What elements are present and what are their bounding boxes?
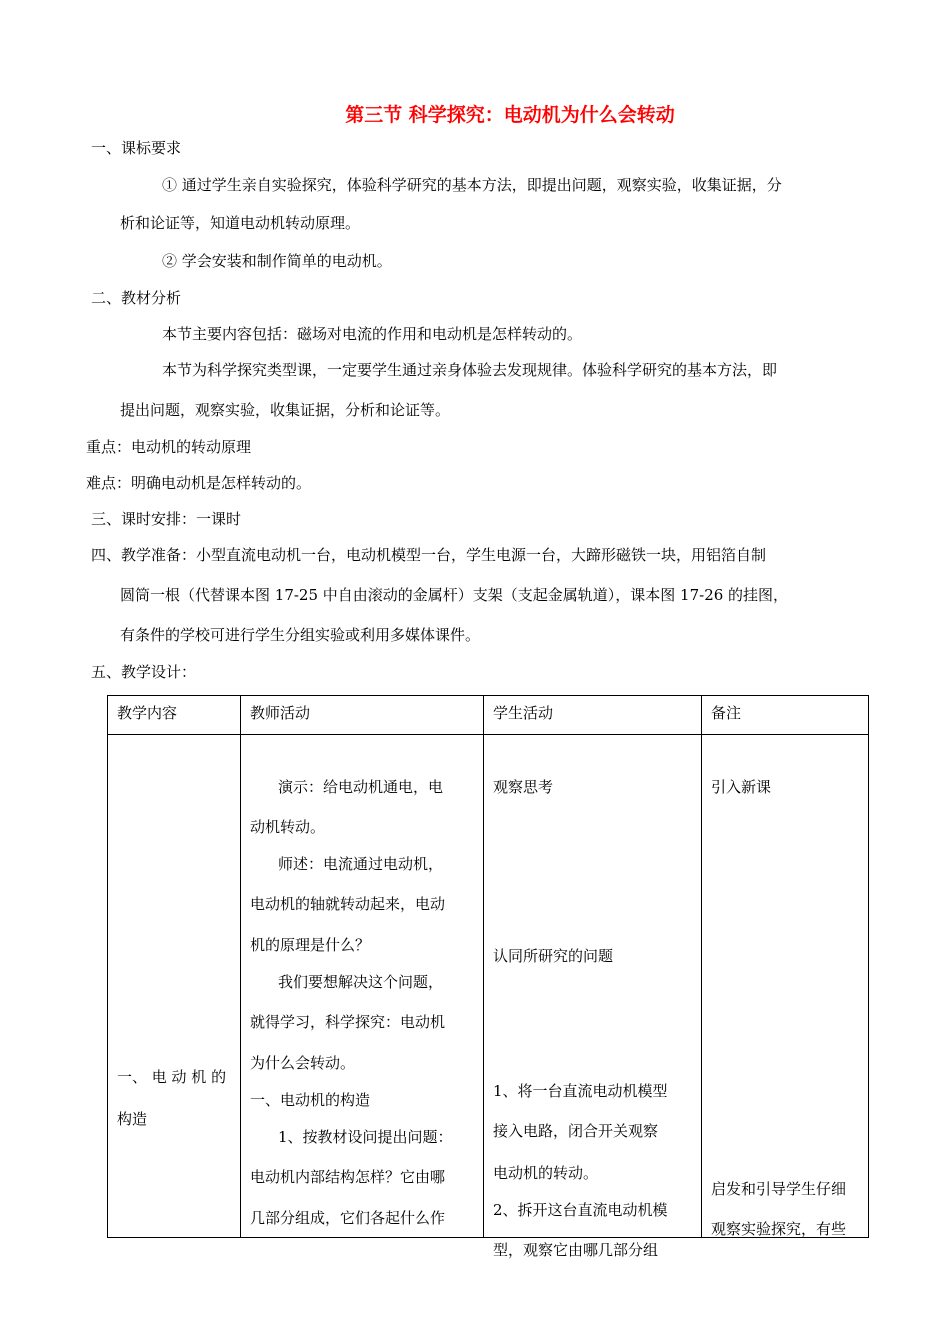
table-header-row xyxy=(108,696,869,735)
remark-line: 引入新课 xyxy=(711,778,772,796)
s1-para1-line1: ① 通过学生亲自实验探究，体验科学研究的基本方法，即提出问题，观察实验，收集证据，分 xyxy=(162,176,782,194)
teacher-line: 1、按教材设问提出问题： xyxy=(278,1128,453,1146)
teacher-line: 电动机的轴就转动起来，电动 xyxy=(250,895,446,913)
teacher-line: 师述：电流通过电动机， xyxy=(278,855,444,873)
teacher-cell xyxy=(241,735,484,1238)
key-point: 重点：电动机的转动原理 xyxy=(86,438,252,456)
s2-para2-line1: 本节为科学探究类型课，一定要学生通过亲身体验去发现规律。体验科学研究的基本方法，即 xyxy=(162,361,778,379)
student-cell xyxy=(484,735,702,1259)
remark-line: 启发和引导学生仔细 xyxy=(711,1180,847,1198)
s2-para1: 本节主要内容包括：磁场对电流的作用和电动机是怎样转动的。 xyxy=(162,325,583,343)
student-line: 观察思考 xyxy=(493,778,554,796)
remark-cell xyxy=(702,735,869,1238)
header-cell xyxy=(484,696,702,735)
s2-para2-line2: 提出问题，观察实验，收集证据，分析和论证等。 xyxy=(120,401,451,419)
header-cell xyxy=(241,696,484,735)
s4-line1: 四、教学准备：小型直流电动机一台，电动机模型一台，学生电源一台，大蹄形磁铁一块，用铝箔自制 xyxy=(91,546,767,564)
student-line: 认同所研究的问题 xyxy=(493,947,614,965)
content-cell xyxy=(108,735,241,1238)
header-cell xyxy=(108,696,241,735)
teacher-line: 我们要想解决这个问题， xyxy=(278,973,444,991)
teacher-line: 就得学习，科学探究：电动机 xyxy=(250,1013,446,1031)
header-remark: 备注 xyxy=(711,704,742,722)
s1-para1-line2: 析和论证等，知道电动机转动原理。 xyxy=(120,214,361,232)
header-teacher: 教师活动 xyxy=(250,704,311,722)
section-5-heading: 五、教学设计： xyxy=(91,663,197,681)
s1-para2: ② 学会安装和制作简单的电动机。 xyxy=(162,252,392,270)
remark-line: 观察实验探究，有些 xyxy=(711,1220,847,1238)
header-content: 教学内容 xyxy=(117,704,178,722)
teacher-line: 机的原理是什么？ xyxy=(250,936,371,954)
section-1-heading: 一、课标要求 xyxy=(91,139,182,157)
teaching-design-table xyxy=(107,695,869,1259)
section-2-heading: 二、教材分析 xyxy=(91,289,182,307)
teacher-line: 几部分组成，它们各起什么作 xyxy=(250,1209,446,1227)
header-student: 学生活动 xyxy=(493,704,554,722)
teacher-line: 电动机内部结构怎样？它由哪 xyxy=(250,1168,446,1186)
difficulty: 难点：明确电动机是怎样转动的。 xyxy=(86,474,312,492)
teacher-line: 演示：给电动机通电，电 xyxy=(278,778,444,796)
header-cell xyxy=(702,696,869,735)
section-3-heading: 三、课时安排：一课时 xyxy=(91,510,242,528)
content-line: 一、 电 动 机 的 xyxy=(117,1068,227,1086)
teacher-line: 一、电动机的构造 xyxy=(250,1091,371,1109)
teacher-line: 动机转动。 xyxy=(250,818,326,836)
student-line: 2、拆开这台直流电动机模 xyxy=(493,1201,668,1219)
student-line: 型，观察它由哪几部分组 xyxy=(493,1241,659,1259)
student-line: 电动机的转动。 xyxy=(493,1164,599,1182)
s4-line2: 圆筒一根（代替课本图 17-25 中自由滚动的金属杆）支架（支起金属轨道），课本图 17-26 的挂图， xyxy=(120,586,789,604)
table-row xyxy=(108,735,869,1238)
content-line: 构造 xyxy=(117,1110,148,1128)
s4-line3: 有条件的学校可进行学生分组实验或利用多媒体课件。 xyxy=(120,626,481,644)
student-line: 1、将一台直流电动机模型 xyxy=(493,1082,668,1100)
page-title: 第三节 科学探究：电动机为什么会转动 xyxy=(345,104,675,126)
student-line: 接入电路，闭合开关观察 xyxy=(493,1122,659,1140)
teacher-line: 为什么会转动。 xyxy=(250,1054,356,1072)
